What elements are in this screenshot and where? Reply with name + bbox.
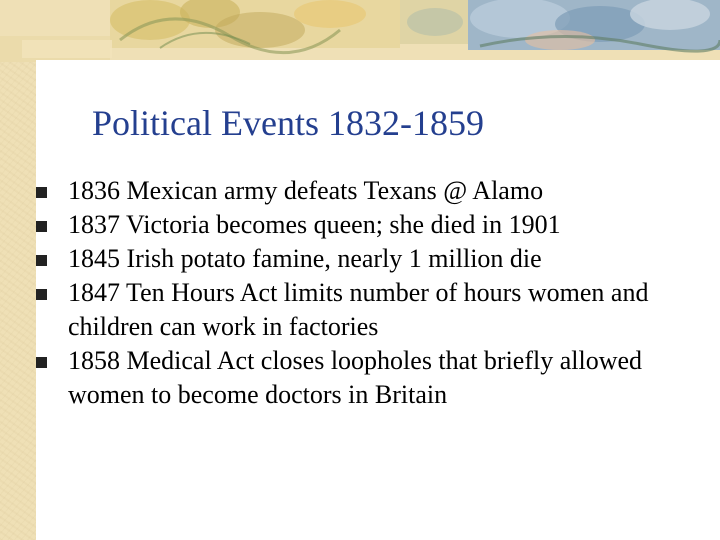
bullet-item: [36, 174, 696, 208]
square-bullet-icon: [36, 187, 47, 198]
bullet-list: [36, 174, 696, 412]
bullet-item: [36, 276, 696, 344]
bullet-item: [36, 344, 696, 412]
bullet-text: 1847 Ten Hours Act limits number of hours women and children can work in factories: [68, 278, 649, 341]
bullet-text: 1845 Irish potato famine, nearly 1 million die: [68, 244, 542, 273]
watercolor-flowers-image: [0, 0, 720, 62]
square-bullet-icon: [36, 357, 47, 368]
bullet-text: 1836 Mexican army defeats Texans @ Alamo: [68, 176, 544, 205]
square-bullet-icon: [36, 255, 47, 266]
bullet-text: 1837 Victoria becomes queen; she died in 1901: [68, 210, 561, 239]
square-bullet-icon: [36, 221, 47, 232]
bullet-item: [36, 208, 696, 242]
square-bullet-icon: [36, 289, 47, 300]
decorative-banner: [0, 0, 720, 62]
bullet-text: 1858 Medical Act closes loopholes that briefly allowed women to become doctors in Britain: [68, 346, 643, 409]
bullet-item: [36, 242, 696, 276]
slide-title: Political Events 1832-1859: [92, 103, 484, 143]
